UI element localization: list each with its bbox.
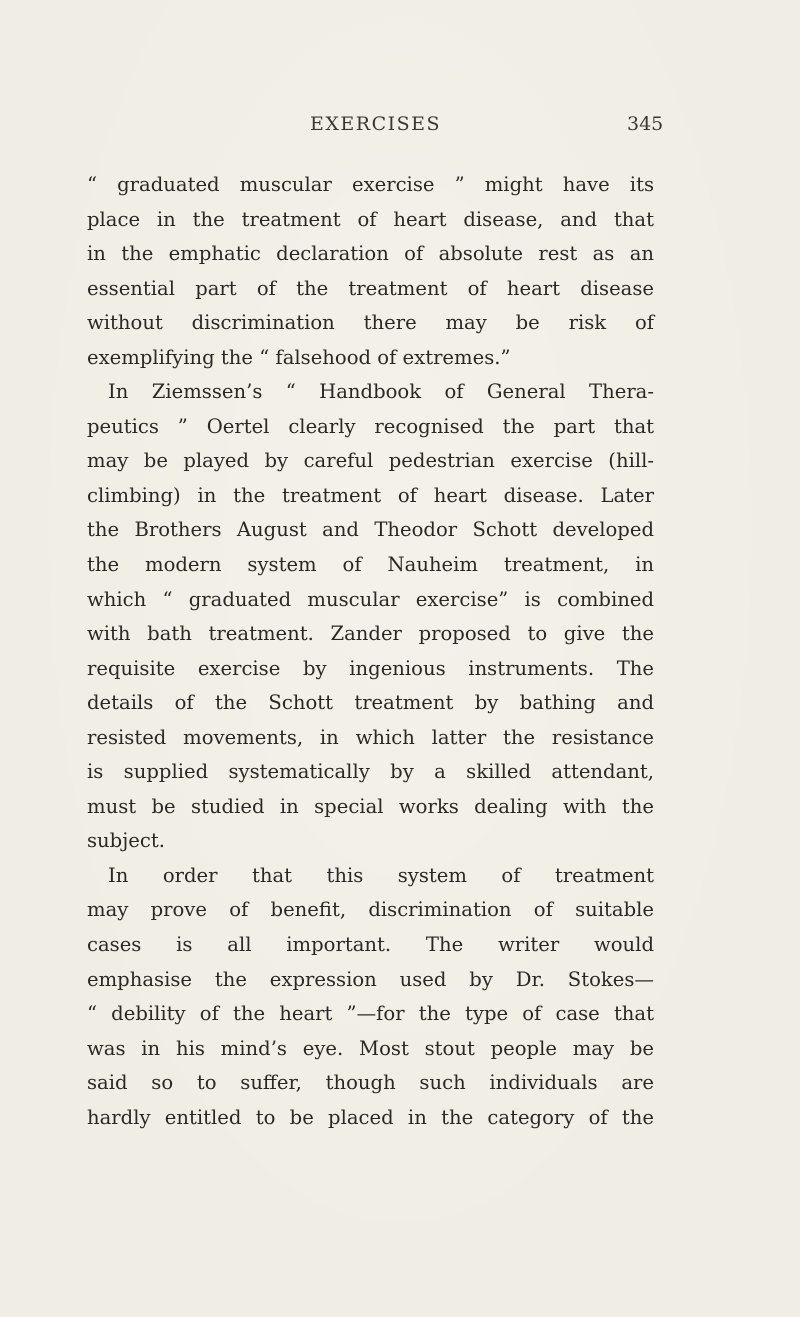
text-line: details of the Schott treatment by bathing and <box>87 691 654 715</box>
running-head: EXERCISES <box>310 113 442 135</box>
text-line: In Ziemssen’s “ Handbook of General Thera- <box>108 380 654 404</box>
text-line: resisted movements, in which latter the resistance <box>87 725 654 749</box>
text-line: climbing) in the treatment of heart disease. Later <box>87 483 654 507</box>
text-line: said so to suffer, though such individuals are <box>87 1071 654 1095</box>
text-line: the modern system of Nauheim treatment, in <box>87 553 654 577</box>
text-line: subject. <box>87 829 165 853</box>
text-line: the Brothers August and Theodor Schott developed <box>87 518 654 542</box>
text-line: which “ graduated muscular exercise” is combined <box>87 587 654 611</box>
text-line: was in his mind’s eye. Most stout people may be <box>87 1036 654 1060</box>
text-line: is supplied systematically by a skilled attendant, <box>87 760 654 784</box>
text-line: emphasise the expression used by Dr. Stokes— <box>87 967 654 991</box>
text-line: may prove of benefit, discrimination of suitable <box>87 898 654 922</box>
text-line: peutics ” Oertel clearly recognised the part that <box>87 414 654 438</box>
text-line: In order that this system of treatment <box>108 863 654 887</box>
text-line: requisite exercise by ingenious instruments. The <box>87 656 654 680</box>
text-line: in the emphatic declaration of absolute rest as an <box>87 242 654 266</box>
text-line: place in the treatment of heart disease, and that <box>87 207 654 231</box>
text-line: with bath treatment. Zander proposed to give the <box>87 622 654 646</box>
text-line: without discrimination there may be risk of <box>87 311 654 335</box>
text-line: may be played by careful pedestrian exercise (hill- <box>87 449 654 473</box>
page-header <box>0 113 800 143</box>
text-line: exemplifying the “ falsehood of extremes.” <box>87 345 511 369</box>
text-line: must be studied in special works dealing with the <box>87 794 654 818</box>
text-line: hardly entitled to be placed in the category of the <box>87 1105 654 1129</box>
body-text <box>87 168 654 1135</box>
page-number: 345 <box>627 113 664 135</box>
text-line: essential part of the treatment of heart disease <box>87 276 654 300</box>
text-line: “ debility of the heart ”—for the type of case that <box>87 1002 654 1026</box>
text-line: “ graduated muscular exercise ” might have its <box>87 173 654 196</box>
text-line: cases is all important. The writer would <box>87 933 654 957</box>
